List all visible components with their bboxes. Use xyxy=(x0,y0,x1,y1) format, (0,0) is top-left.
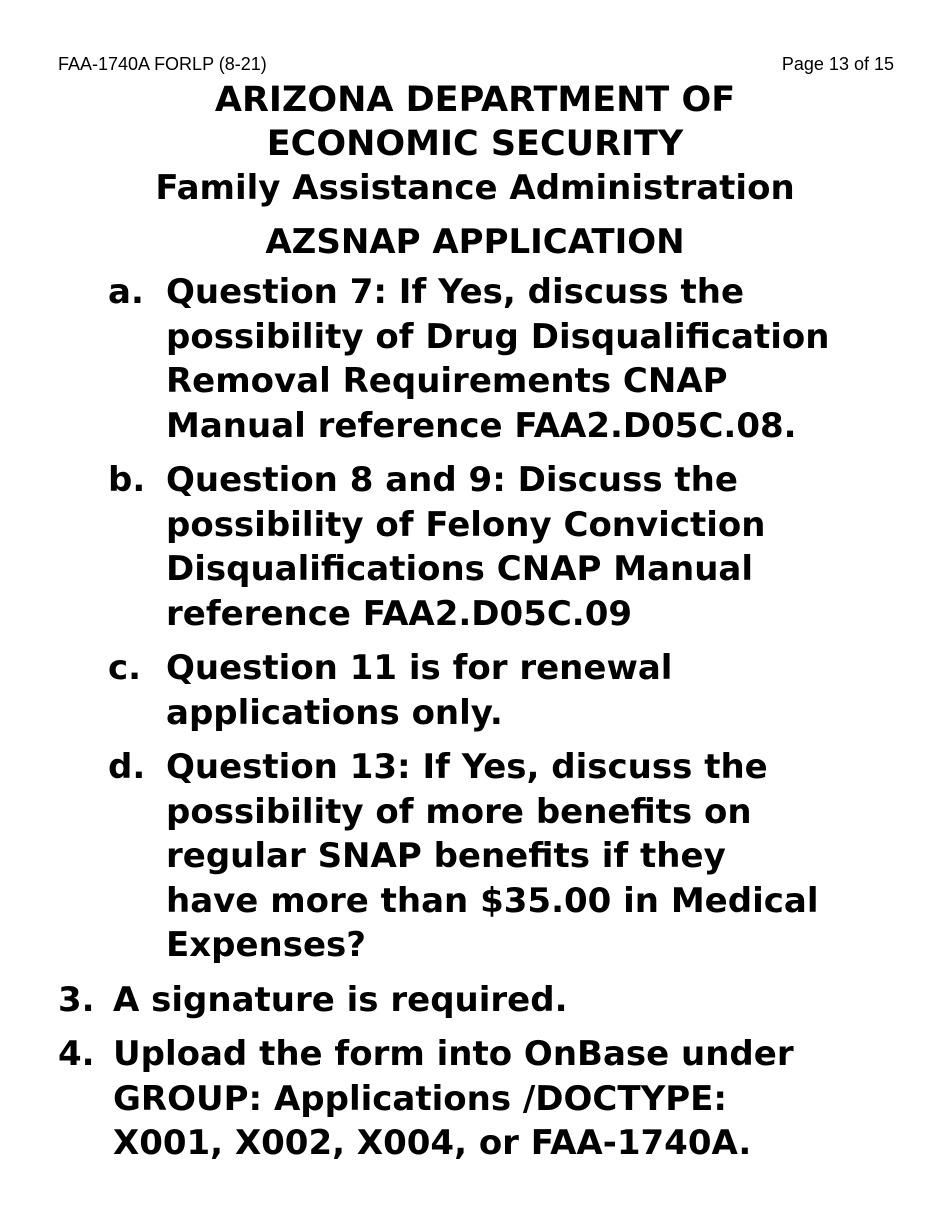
list-item-text: A signature is required. xyxy=(113,980,568,1020)
list-item-3 xyxy=(58,978,918,1023)
list-item-a xyxy=(108,270,908,448)
division-title: Family Assistance Administration xyxy=(155,168,795,208)
list-marker: a. xyxy=(108,272,144,312)
list-item-text: Question 13: If Yes, discuss the possibility of more benefits on regular SNAP benefits if they have more than $35.00 in Medical Expenses? xyxy=(166,747,819,966)
list-marker: c. xyxy=(108,648,142,688)
agency-title-line-1: ARIZONA DEPARTMENT OF xyxy=(214,80,736,120)
list-marker: 4. xyxy=(58,1034,95,1074)
page-number: Page 13 of 15 xyxy=(781,54,894,74)
form-title: AZSNAP APPLICATION xyxy=(265,222,685,262)
list-marker: b. xyxy=(108,460,146,500)
list-item-b xyxy=(108,458,908,636)
agency-title-line-2: ECONOMIC SECURITY xyxy=(266,124,684,164)
list-item-text: Question 11 is for renewal applications only. xyxy=(166,648,673,733)
list-item-text: Question 7: If Yes, discuss the possibility of Drug Disqualification Removal Requirements CNAP Manual reference FAA2.D05C.08. xyxy=(166,272,830,446)
form-id: FAA-1740A FORLP (8-21) xyxy=(58,54,267,74)
list-item-4 xyxy=(58,1032,918,1166)
list-item-text: Upload the form into OnBase under GROUP: Applications /DOCTYPE: X001, X002, X004, or FAA-1740A. xyxy=(113,1034,794,1164)
list-item-text: Question 8 and 9: Discuss the possibility of Felony Conviction Disqualifications CNAP Manual reference FAA2.D05C.09 xyxy=(166,460,766,634)
list-marker: d. xyxy=(108,747,146,787)
list-item-d xyxy=(108,745,908,968)
list-item-c xyxy=(108,646,908,735)
list-marker: 3. xyxy=(58,980,95,1020)
